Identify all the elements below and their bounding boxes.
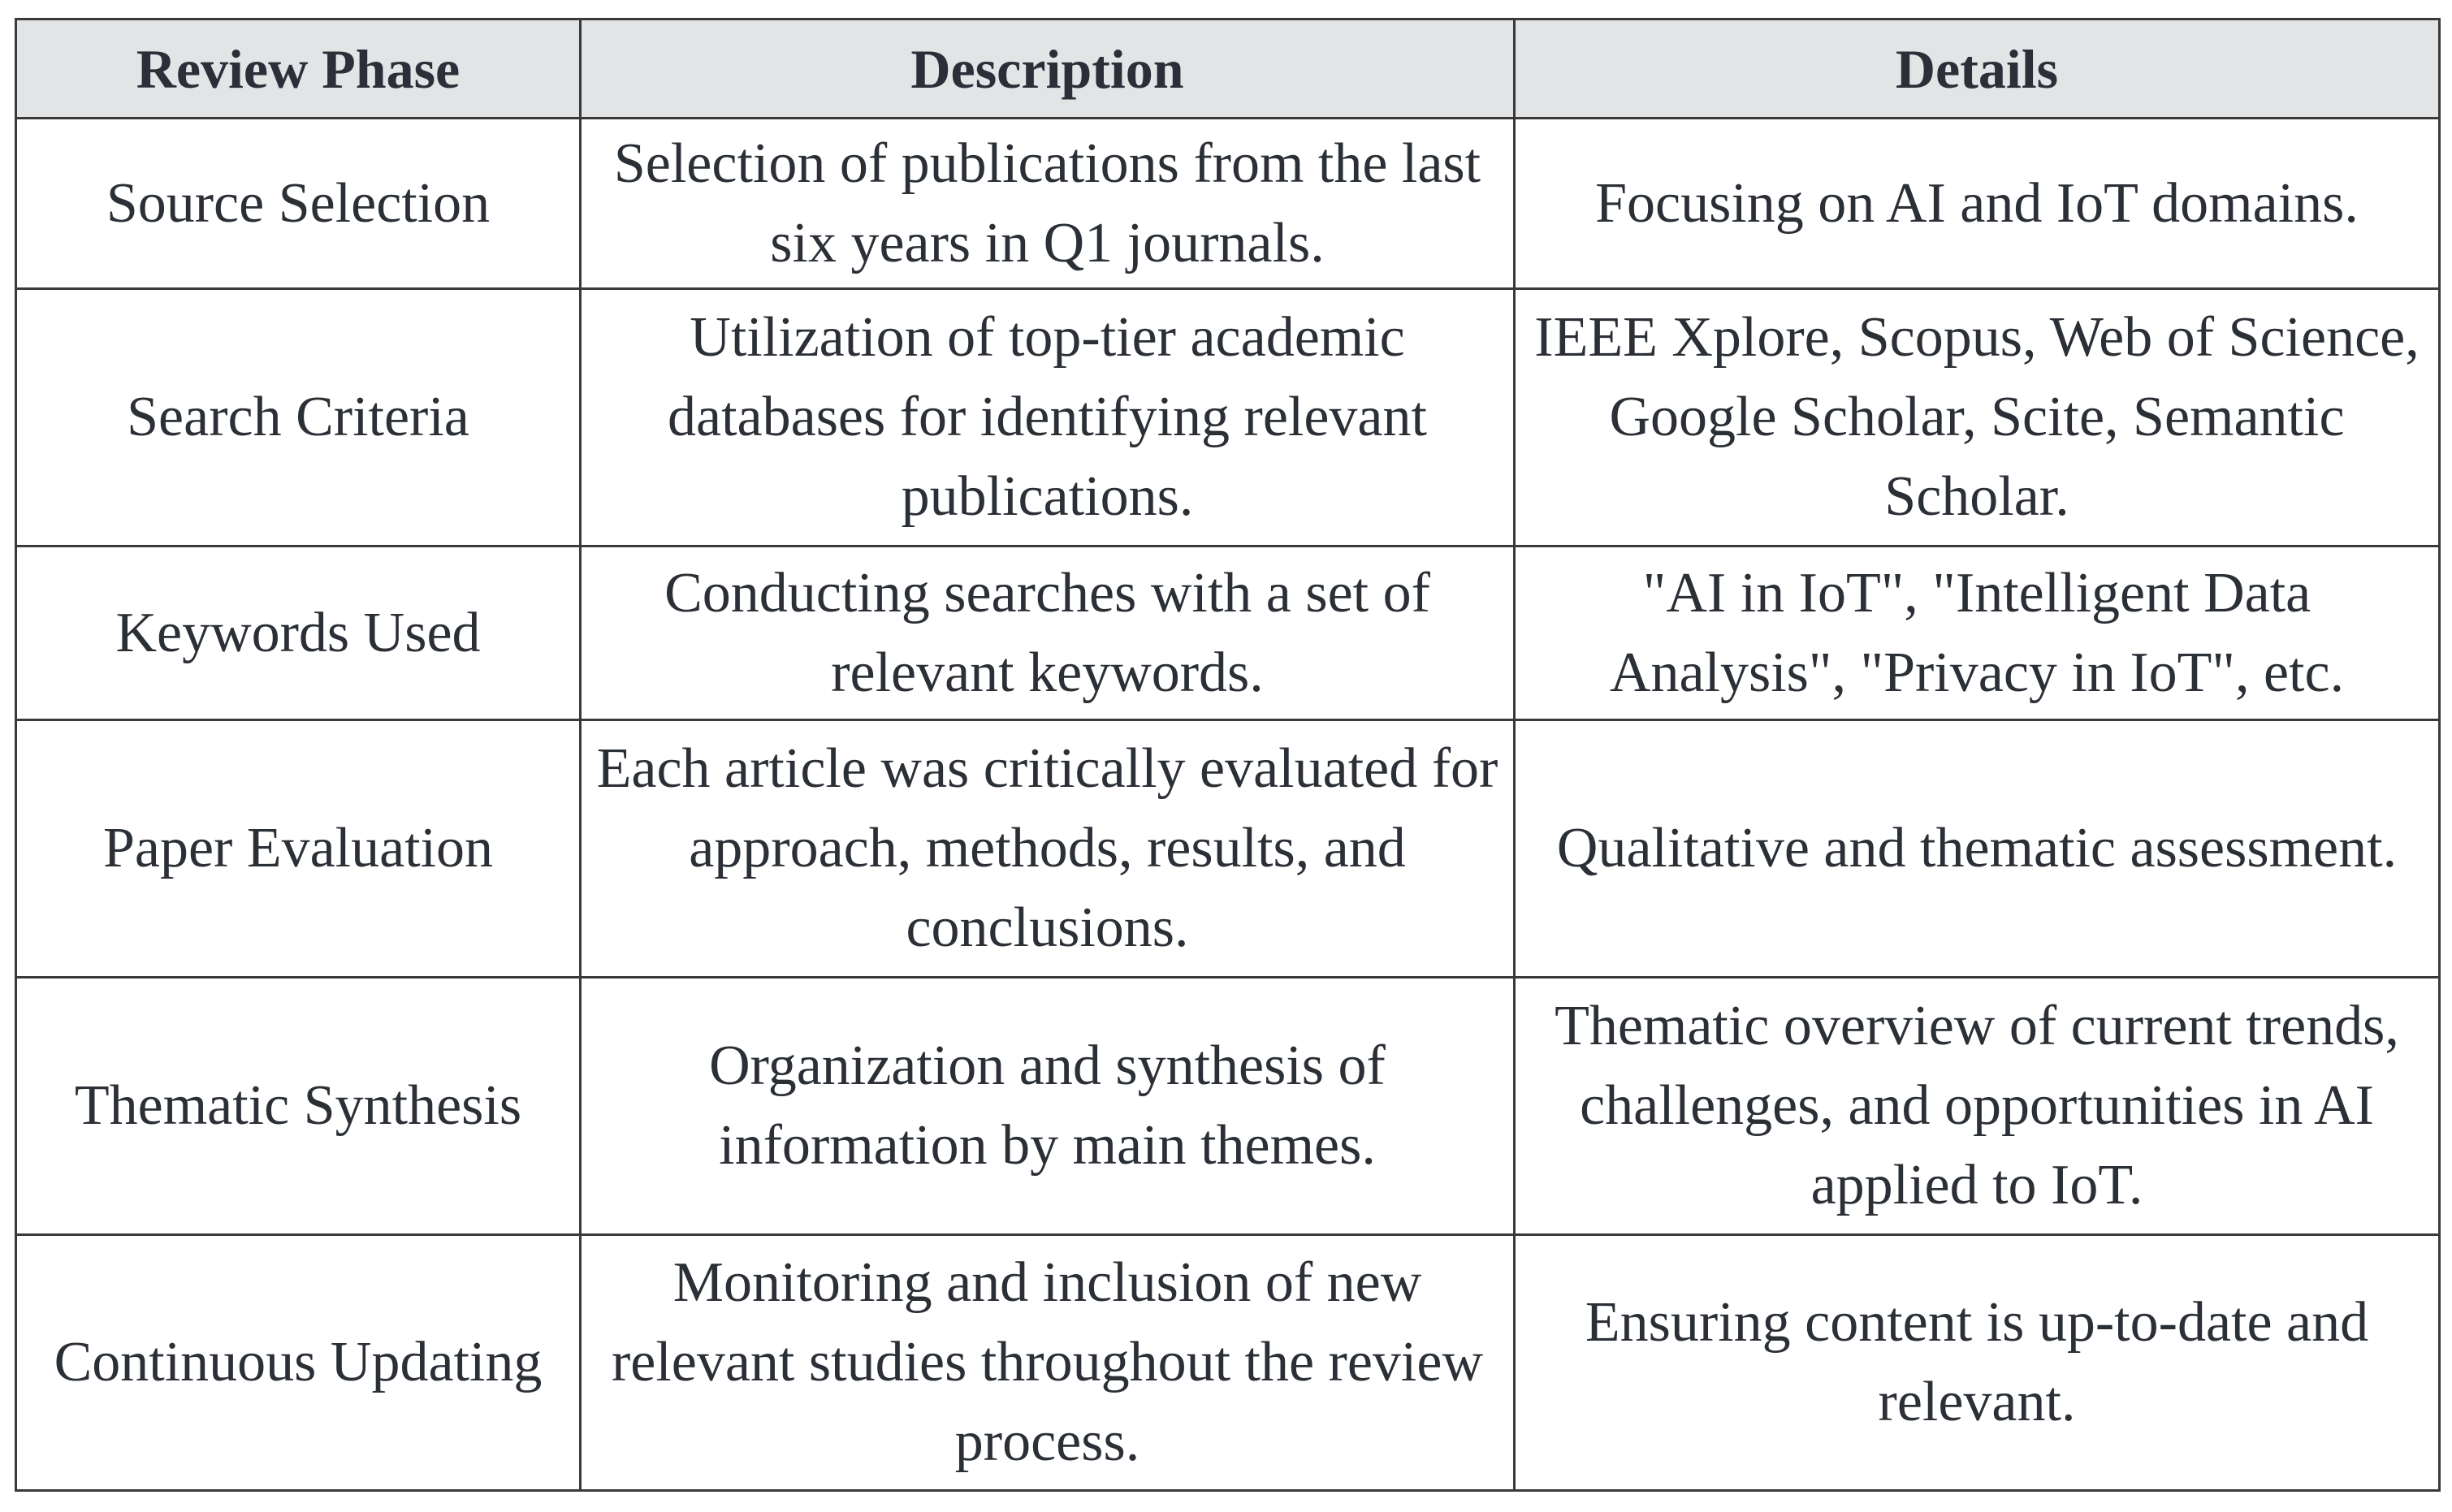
cell-details: "AI in IoT", "Intelligent Data Analysis", "Privacy in IoT", etc.: [1515, 546, 2440, 720]
cell-description: Conducting searches with a set of relevant keywords.: [581, 546, 1515, 720]
cell-review-phase: Continuous Updating: [16, 1235, 581, 1491]
cell-description: Monitoring and inclusion of new relevant studies throughout the review process.: [581, 1235, 1515, 1491]
cell-review-phase: Source Selection: [16, 119, 581, 289]
cell-review-phase: Thematic Synthesis: [16, 978, 581, 1235]
table-row: [16, 119, 2440, 289]
review-phases-table: [15, 18, 2441, 1492]
column-header-review-phase: Review Phase: [16, 19, 581, 119]
table-row: [16, 978, 2440, 1235]
cell-review-phase: Search Criteria: [16, 289, 581, 546]
review-phases-table-frame: [15, 18, 2438, 1489]
table-row: [16, 720, 2440, 978]
cell-review-phase: Keywords Used: [16, 546, 581, 720]
cell-description: Selection of publications from the last six years in Q1 journals.: [581, 119, 1515, 289]
cell-description: Organization and synthesis of information by main themes.: [581, 978, 1515, 1235]
column-header-details: Details: [1515, 19, 2440, 119]
table-row: [16, 289, 2440, 546]
cell-details: Focusing on AI and IoT domains.: [1515, 119, 2440, 289]
cell-details: IEEE Xplore, Scopus, Web of Science, Google Scholar, Scite, Semantic Scholar.: [1515, 289, 2440, 546]
cell-details: Qualitative and thematic assessment.: [1515, 720, 2440, 978]
table-row: [16, 1235, 2440, 1491]
cell-review-phase: Paper Evaluation: [16, 720, 581, 978]
cell-description: Utilization of top-tier academic databases for identifying relevant publications.: [581, 289, 1515, 546]
column-header-description: Description: [581, 19, 1515, 119]
cell-details: Ensuring content is up-to-date and relevant.: [1515, 1235, 2440, 1491]
cell-details: Thematic overview of current trends, challenges, and opportunities in AI applied to IoT.: [1515, 978, 2440, 1235]
cell-description: Each article was critically evaluated for approach, methods, results, and conclusions.: [581, 720, 1515, 978]
table-row: [16, 546, 2440, 720]
table-header-row: [16, 19, 2440, 119]
